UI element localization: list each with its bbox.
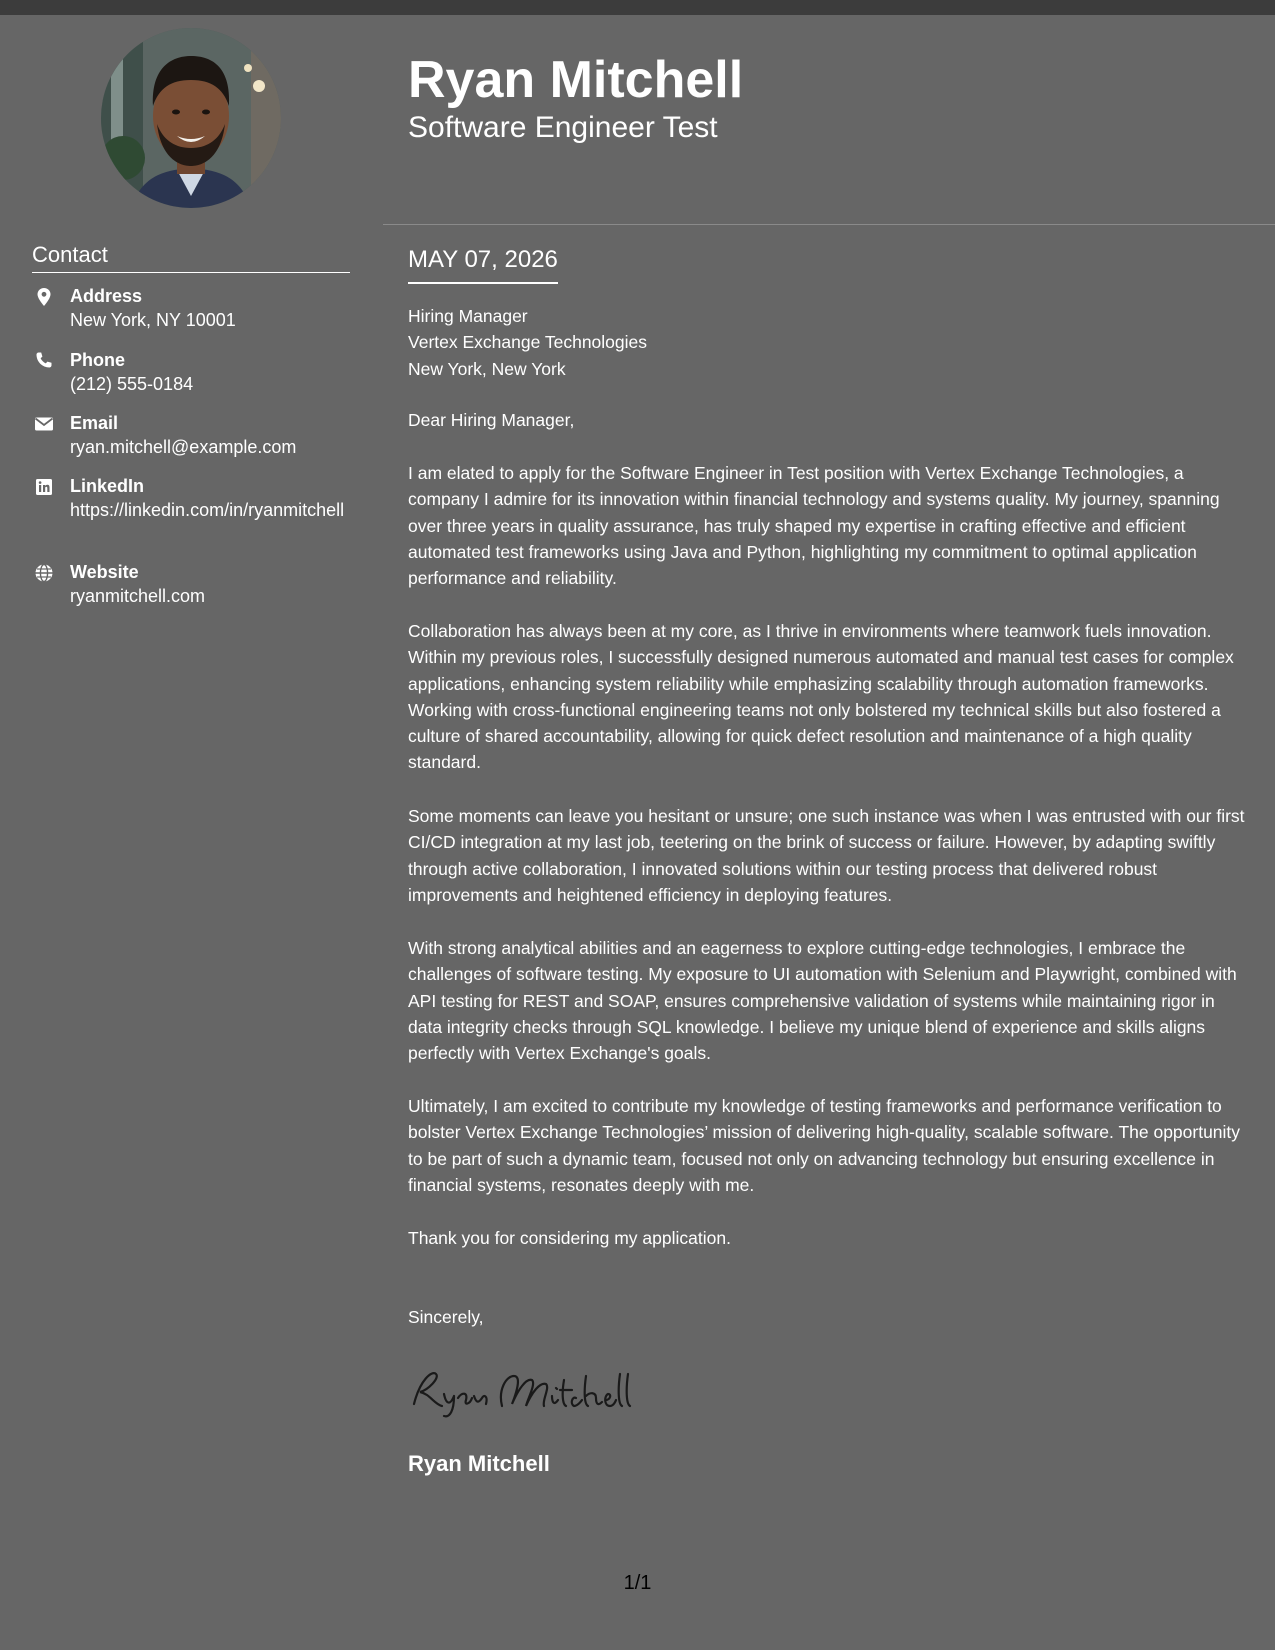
avatar — [101, 28, 281, 208]
phone-value: (212) 555-0184 — [70, 374, 194, 394]
email-label: Email — [70, 413, 119, 433]
map-pin-icon — [32, 285, 56, 309]
header-divider — [383, 224, 1275, 225]
letter-date: MAY 07, 2026 — [408, 244, 558, 284]
address-label: Address — [70, 286, 143, 306]
candidate-name: Ryan Mitchell — [408, 51, 744, 109]
job-title: Software Engineer Test — [408, 111, 718, 144]
envelope-icon — [32, 412, 56, 436]
contact-heading: Contact — [32, 241, 350, 273]
page-number: 1/1 — [623, 1572, 652, 1594]
email-value[interactable]: ryan.mitchell@example.com — [70, 437, 297, 457]
website-label: Website — [70, 562, 139, 582]
phone-label: Phone — [70, 350, 126, 370]
linkedin-value[interactable]: https://linkedin.com/in/ryanmitchell — [70, 500, 345, 520]
body-paragraph: Collaboration has always been at my core, as I thrive in environments where teamwork fuels innovation. Within my previous roles, I successfully designed numerous automated and manual test cases for complex applications, enhancing system reliability while emphasizing scalability through automation frameworks. Working with cross-functional engineering teams not only bolstered my technical skills but also fostered a culture of shared accountability, allowing for quick defect resolution and maintenance of a high quality standard. — [408, 621, 1234, 773]
salutation: Dear Hiring Manager, — [408, 410, 575, 430]
phone-icon — [32, 349, 56, 373]
recipient-line: Hiring Manager — [408, 306, 528, 326]
linkedin-label: LinkedIn — [70, 476, 145, 496]
recipient-line: Vertex Exchange Technologies — [408, 332, 648, 353]
website-value[interactable]: ryanmitchell.com — [70, 586, 206, 606]
body-paragraph: Thank you for considering my application. — [408, 1228, 731, 1248]
body-paragraph: I am elated to apply for the Software Engineer in Test position with Vertex Exchange Technologies, a company I admire for its innovation within financial technology and systems quality. My journey, spanning over three years in quality assurance, has truly shaped my expertise in crafting effective and efficient automated test frameworks using Java and Python, highlighting my commitment to optimal application performance and reliability. — [408, 463, 1220, 589]
body-paragraph: Some moments can leave you hesitant or unsure; one such instance was when I was entrusted with our first CI/CD integration at my last job, teetering on the brink of success or failure. However, by adapting swiftly through active collaboration, I innovated solutions within our testing process that delivered robust improvements and heightened efficiency in deploying features. — [408, 806, 1245, 905]
body-paragraph: Ultimately, I am excited to contribute my knowledge of testing frameworks and performance verification to bolster Vertex Exchange Technologies’ mission of delivering high-quality, scalable software. The opportunity to be part of such a dynamic team, focused not only on advancing technology but ensuring excellence in financial systems, resonates deeply with me. — [408, 1096, 1241, 1195]
top-bar — [0, 0, 1275, 15]
recipient-line: New York, New York — [408, 358, 566, 379]
signed-name: Ryan Mitchell — [408, 1451, 550, 1476]
address-value: New York, NY 10001 — [70, 310, 236, 330]
linkedin-icon — [32, 475, 56, 499]
body-paragraph: With strong analytical abilities and an eagerness to explore cutting-edge technologies, I embrace the challenges of software testing. My exposure to UI automation with Selenium and Playwright, combined with API testing for REST and SOAP, ensures comprehensive validation of systems while maintaining rigor in data integrity checks through SQL knowledge. I believe my unique blend of experience and skills aligns perfectly with Vertex Exchange's goals. — [408, 938, 1237, 1064]
recipient-block — [408, 303, 647, 382]
handwritten-signature — [406, 1360, 646, 1425]
closing: Sincerely, — [408, 1307, 484, 1327]
globe-icon — [32, 561, 56, 585]
